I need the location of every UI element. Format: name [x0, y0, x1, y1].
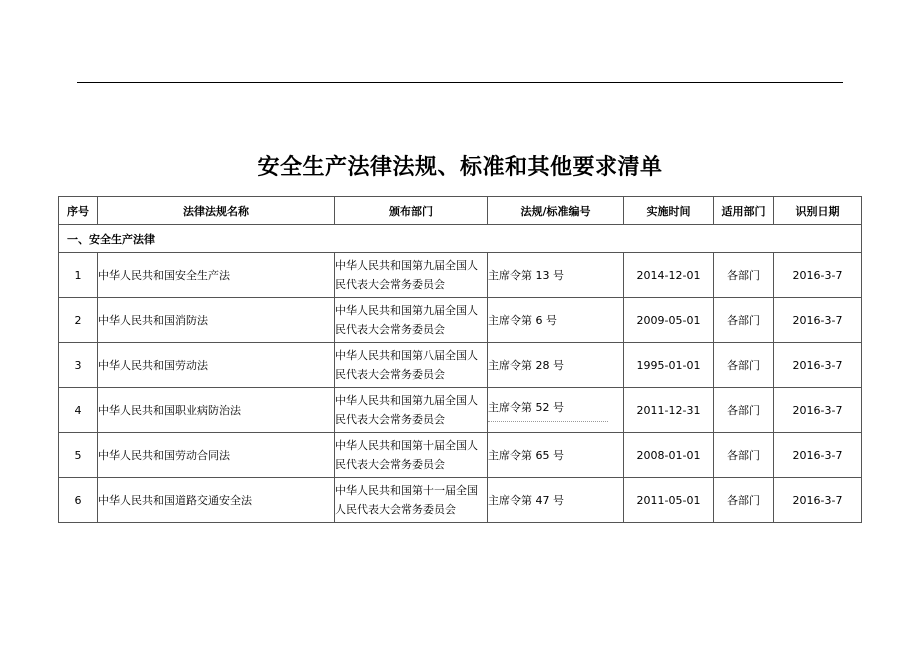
- header-name: 法律法规名称: [98, 197, 335, 225]
- cell-issuer: 中华人民共和国第九届全国人民代表大会常务委员会: [335, 388, 488, 433]
- cell-name: 中华人民共和国劳动法: [98, 343, 335, 388]
- header-dept: 适用部门: [714, 197, 774, 225]
- cell-name: 中华人民共和国职业病防治法: [98, 388, 335, 433]
- cell-code: 主席令第 65 号: [488, 433, 624, 478]
- table-row: [59, 343, 862, 388]
- cell-name: 中华人民共和国消防法: [98, 298, 335, 343]
- cell-code: 主席令第 28 号: [488, 343, 624, 388]
- header-rule: [77, 82, 843, 83]
- table-row: [59, 298, 862, 343]
- header-code: 法规/标准编号: [488, 197, 624, 225]
- cell-dept: 各部门: [714, 388, 774, 433]
- cell-ident: 2016-3-7: [774, 478, 862, 523]
- cell-issuer: 中华人民共和国第九届全国人民代表大会常务委员会: [335, 253, 488, 298]
- table-header-row: [59, 197, 862, 225]
- cell-no: 5: [59, 433, 98, 478]
- table-row: [59, 433, 862, 478]
- cell-dept: 各部门: [714, 433, 774, 478]
- cell-ident: 2016-3-7: [774, 433, 862, 478]
- header-no: 序号: [59, 197, 98, 225]
- cell-date: 1995-01-01: [624, 343, 714, 388]
- table-row: [59, 478, 862, 523]
- cell-issuer: 中华人民共和国第十届全国人民代表大会常务委员会: [335, 433, 488, 478]
- cell-date: 2014-12-01: [624, 253, 714, 298]
- cell-code: 主席令第 6 号: [488, 298, 624, 343]
- cell-ident: 2016-3-7: [774, 253, 862, 298]
- document-title: 安全生产法律法规、标准和其他要求清单: [257, 155, 663, 180]
- section-row: [59, 225, 862, 253]
- cell-no: 2: [59, 298, 98, 343]
- cell-code: 主席令第 52 号: [488, 399, 608, 422]
- cell-date: 2011-05-01: [624, 478, 714, 523]
- section-title: 一、安全生产法律: [59, 225, 862, 253]
- cell-code: 主席令第 47 号: [488, 478, 624, 523]
- cell-ident: 2016-3-7: [774, 388, 862, 433]
- cell-no: 1: [59, 253, 98, 298]
- table-row: [59, 388, 862, 433]
- cell-code: 主席令第 13 号: [488, 253, 624, 298]
- cell-no: 6: [59, 478, 98, 523]
- cell-no: 3: [59, 343, 98, 388]
- regulations-table: [58, 196, 862, 523]
- cell-date: 2011-12-31: [624, 388, 714, 433]
- cell-no: 4: [59, 388, 98, 433]
- cell-code-wrapper: [488, 388, 624, 433]
- cell-name: 中华人民共和国道路交通安全法: [98, 478, 335, 523]
- header-ident: 识别日期: [774, 197, 862, 225]
- cell-date: 2008-01-01: [624, 433, 714, 478]
- cell-dept: 各部门: [714, 343, 774, 388]
- cell-issuer: 中华人民共和国第十一届全国人民代表大会常务委员会: [335, 478, 488, 523]
- table-row: [59, 253, 862, 298]
- cell-dept: 各部门: [714, 253, 774, 298]
- cell-dept: 各部门: [714, 298, 774, 343]
- cell-date: 2009-05-01: [624, 298, 714, 343]
- cell-issuer: 中华人民共和国第九届全国人民代表大会常务委员会: [335, 298, 488, 343]
- header-date: 实施时间: [624, 197, 714, 225]
- cell-name: 中华人民共和国安全生产法: [98, 253, 335, 298]
- header-issuer: 颁布部门: [335, 197, 488, 225]
- cell-issuer: 中华人民共和国第八届全国人民代表大会常务委员会: [335, 343, 488, 388]
- cell-name: 中华人民共和国劳动合同法: [98, 433, 335, 478]
- cell-ident: 2016-3-7: [774, 298, 862, 343]
- cell-dept: 各部门: [714, 478, 774, 523]
- cell-ident: 2016-3-7: [774, 343, 862, 388]
